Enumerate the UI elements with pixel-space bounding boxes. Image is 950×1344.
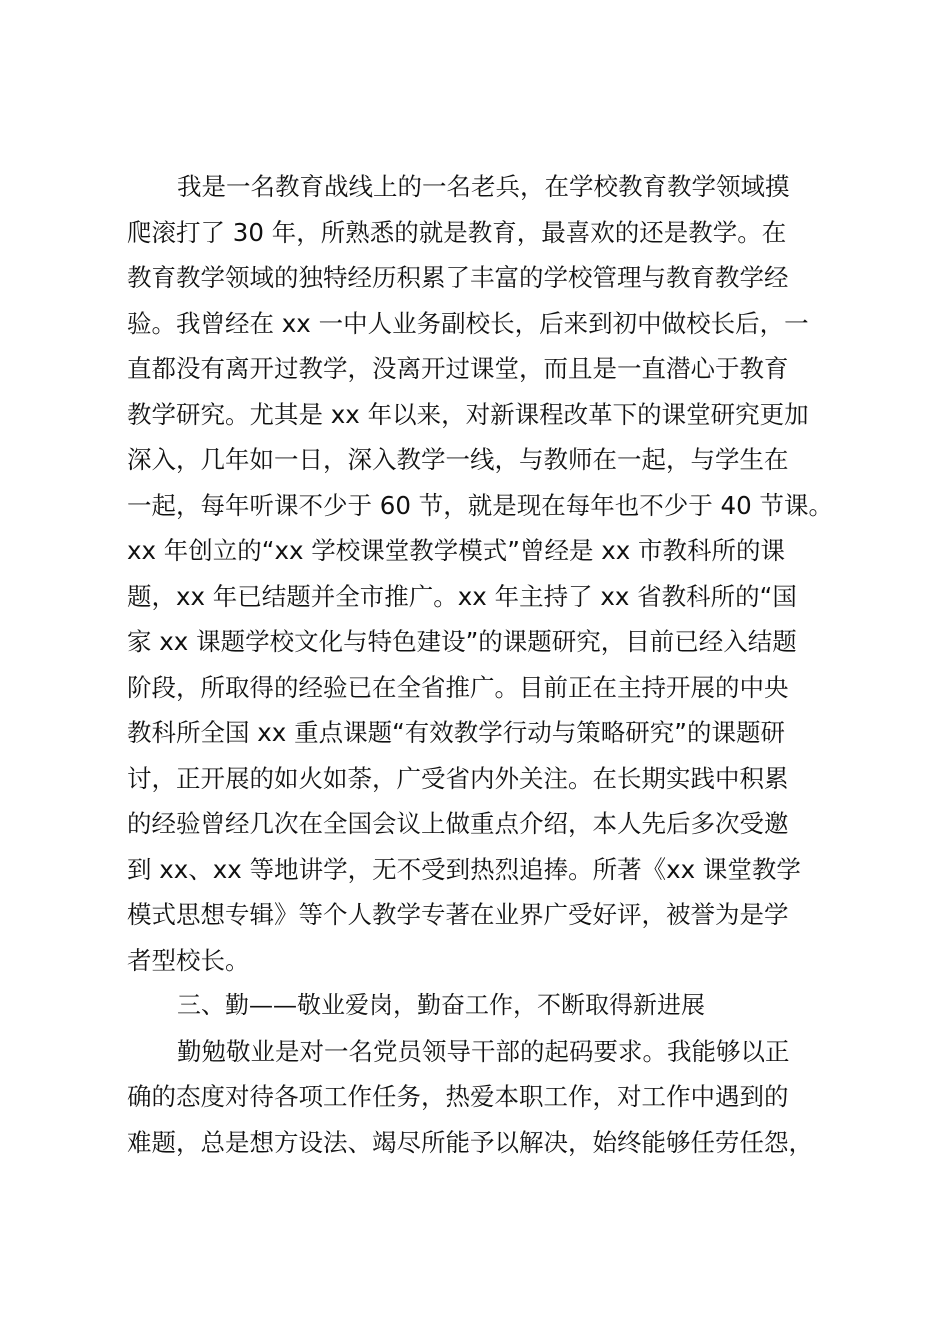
paragraph-line: 讨，正开展的如火如荼，广受省内外关注。在长期实践中积累: [127, 763, 789, 793]
paragraph-line: 确的态度对待各项工作任务，热爱本职工作，对工作中遇到的: [127, 1082, 789, 1111]
paragraph-line: 验。我曾经在 xx 一中人业务副校长，后来到初中做校长后，一: [127, 308, 809, 338]
paragraph-line: 教学研究。尤其是 xx 年以来，对新课程改革下的课堂研究更加: [127, 399, 809, 429]
paragraph-line: 爬滚打了 30 年，所熟悉的就是教育，最喜欢的还是教学。在: [127, 217, 787, 247]
paragraph-line: 一起，每年听课不少于 60 节，就是现在每年也不少于 40 节课。: [127, 490, 833, 520]
paragraph-line: 难题，总是想方设法、竭尽所能予以解决，始终能够任劳任怨，: [127, 1127, 813, 1157]
paragraph-line: 题，xx 年已结题并全市推广。xx 年主持了 xx 省教科所的“国: [127, 581, 797, 611]
paragraph-line: 的经验曾经几次在全国会议上做重点介绍，本人先后多次受邀: [127, 809, 789, 838]
paragraph-line: 阶段，所取得的经验已在全省推广。目前正在主持开展的中央: [127, 672, 789, 702]
paragraph-line: 到 xx、xx 等地讲学，无不受到热烈追捧。所著《xx 课堂教学: [127, 854, 801, 884]
paragraph-line: 勤勉敬业是对一名党员领导干部的起码要求。我能够以正: [177, 1036, 790, 1066]
paragraph-line: 模式思想专辑》等个人教学专著在业界广受好评，被誉为是学: [127, 900, 789, 929]
paragraph-line: 教育教学领域的独特经历积累了丰富的学校管理与教育教学经: [127, 263, 789, 292]
paragraph-line: xx 年创立的“xx 学校课堂教学模式”曾经是 xx 市教科所的课: [127, 536, 786, 565]
document-body: [127, 164, 857, 1165]
paragraph-1: [127, 164, 857, 983]
paragraph-2: [127, 1029, 857, 1166]
paragraph-line: 家 xx 课题学校文化与特色建设”的课题研究，目前已经入结题: [127, 627, 797, 656]
paragraph-line: 我是一名教育战线上的一名老兵，在学校教育教学领域摸: [177, 172, 790, 201]
paragraph-line: 者型校长。: [127, 945, 250, 975]
section-heading: 三、勤——敬业爱岗，勤奋工作，不断取得新进展: [177, 991, 705, 1019]
paragraph-line: 直都没有离开过教学，没离开过课堂，而且是一直潜心于教育: [127, 354, 789, 383]
paragraph-line: 教科所全国 xx 重点课题“有效教学行动与策略研究”的课题研: [127, 718, 785, 747]
paragraph-line: 深入，几年如一日，深入教学一线，与教师在一起，与学生在: [127, 445, 789, 474]
